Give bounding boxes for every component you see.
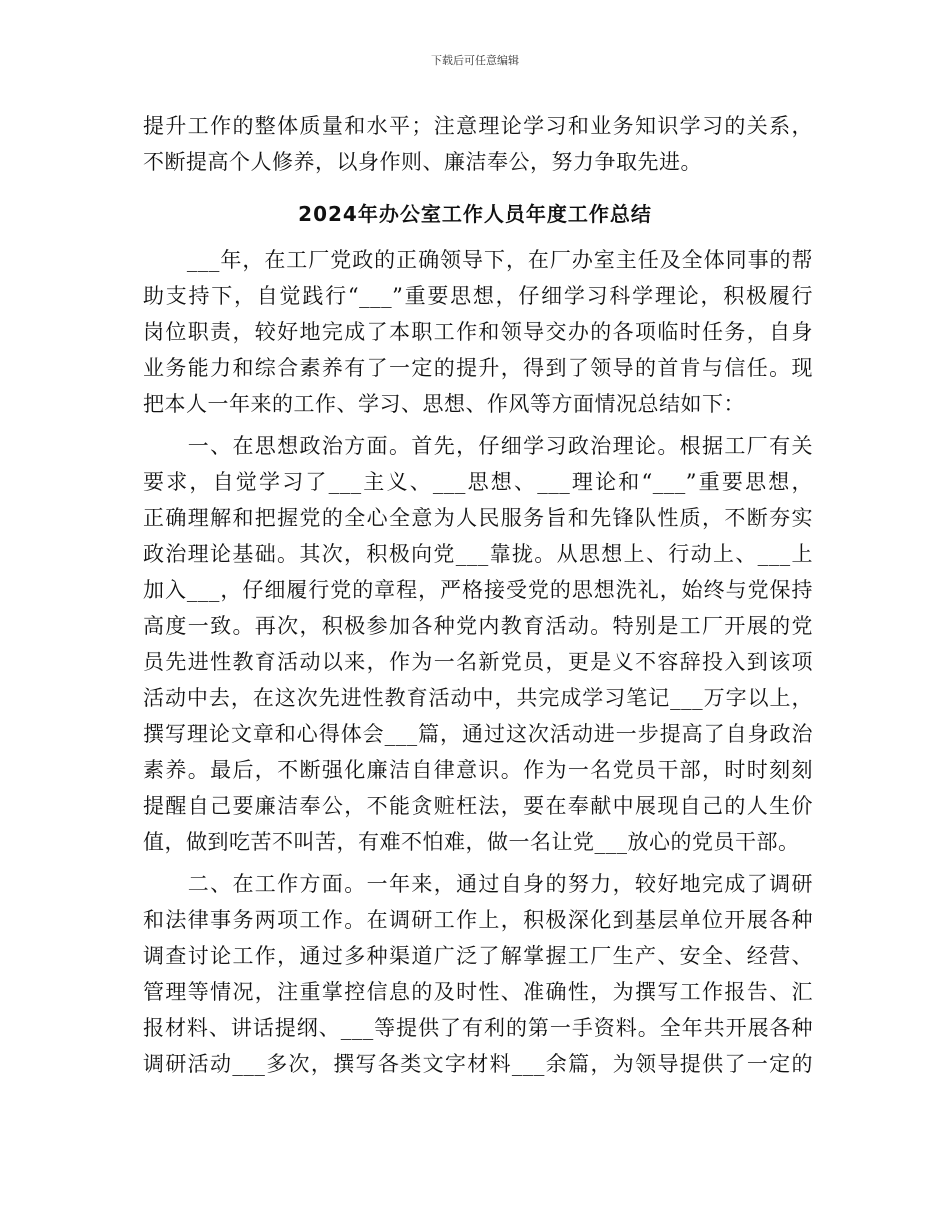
document-title: 2024年办公室工作人员年度工作总结 (298, 202, 652, 226)
text-line-13: 高度一致。再次，积极参加各种党内教育活动。特别是工厂开展的党 (143, 614, 813, 638)
text-line-2: 不断提高个人修养，以身作则、廉洁奉公，努力争取先进。 (143, 150, 702, 174)
text-line-22: 调查讨论工作，通过多种渠道广泛了解掌握工厂生产、安全、经营、 (143, 944, 813, 968)
text-line-4: 助支持下，自觉践行“___”重要思想，仔细学习科学理论，积极履行 (143, 284, 813, 308)
text-line-19: 值，做到吃苦不叫苦，有难不怕难，做一名让党___放心的党员干部。 (143, 830, 800, 854)
text-line-6: 业务能力和综合素养有了一定的提升，得到了领导的首肯与信任。现 (143, 356, 813, 380)
text-line-7: 把本人一年来的工作、学习、思想、作风等方面情况总结如下： (143, 392, 745, 416)
text-line-5: 岗位职责，较好地完成了本职工作和领导交办的各项临时任务，自身 (143, 320, 813, 344)
text-line-21: 和法律事务两项工作。在调研工作上，积极深化到基层单位开展各种 (143, 908, 813, 932)
text-line-10: 正确理解和把握党的全心全意为人民服务旨和先锋队性质，不断夯实 (143, 506, 813, 530)
text-line-8: 一、在思想政治方面。首先，仔细学习政治理论。根据工厂有关 (143, 434, 813, 458)
text-line-9: 要求，自觉学习了___主义、___思想、___理论和“___”重要思想， (143, 470, 813, 494)
text-line-23: 管理等情况，注重掌控信息的及时性、准确性，为撰写工作报告、汇 (143, 980, 813, 1004)
header-note: 下载后可任意编辑 (431, 54, 519, 67)
text-line-24: 报材料、讲话提纲、___等提供了有利的第一手资料。全年共开展各种 (143, 1016, 813, 1040)
text-line-25: 调研活动___多次，撰写各类文字材料___余篇，为领导提供了一定的 (143, 1052, 813, 1076)
text-line-14: 员先进性教育活动以来，作为一名新党员，更是义不容辞投入到该项 (143, 650, 813, 674)
text-line-16: 撰写理论文章和心得体会___篇，通过这次活动进一步提高了自身政治 (143, 722, 813, 746)
text-line-15: 活动中去，在这次先进性教育活动中，共完成学习笔记___万字以上， (143, 686, 813, 710)
text-line-20: 二、在工作方面。一年来，通过自身的努力，较好地完成了调研 (143, 872, 813, 896)
text-line-3: ___年，在工厂党政的正确领导下，在厂办室主任及全体同事的帮 (143, 248, 813, 272)
text-line-17: 素养。最后，不断强化廉洁自律意识。作为一名党员干部，时时刻刻 (143, 758, 813, 782)
text-line-18: 提醒自己要廉洁奉公，不能贪赃枉法，要在奉献中展现自己的人生价 (143, 794, 813, 818)
text-line-11: 政治理论基础。其次，积极向党___靠拢。从思想上、行动上、___上 (143, 542, 813, 566)
text-line-12: 加入___，仔细履行党的章程，严格接受党的思想洗礼，始终与党保持 (143, 578, 813, 602)
text-line-1: 提升工作的整体质量和水平；注意理论学习和业务知识学习的关系， (143, 114, 813, 138)
